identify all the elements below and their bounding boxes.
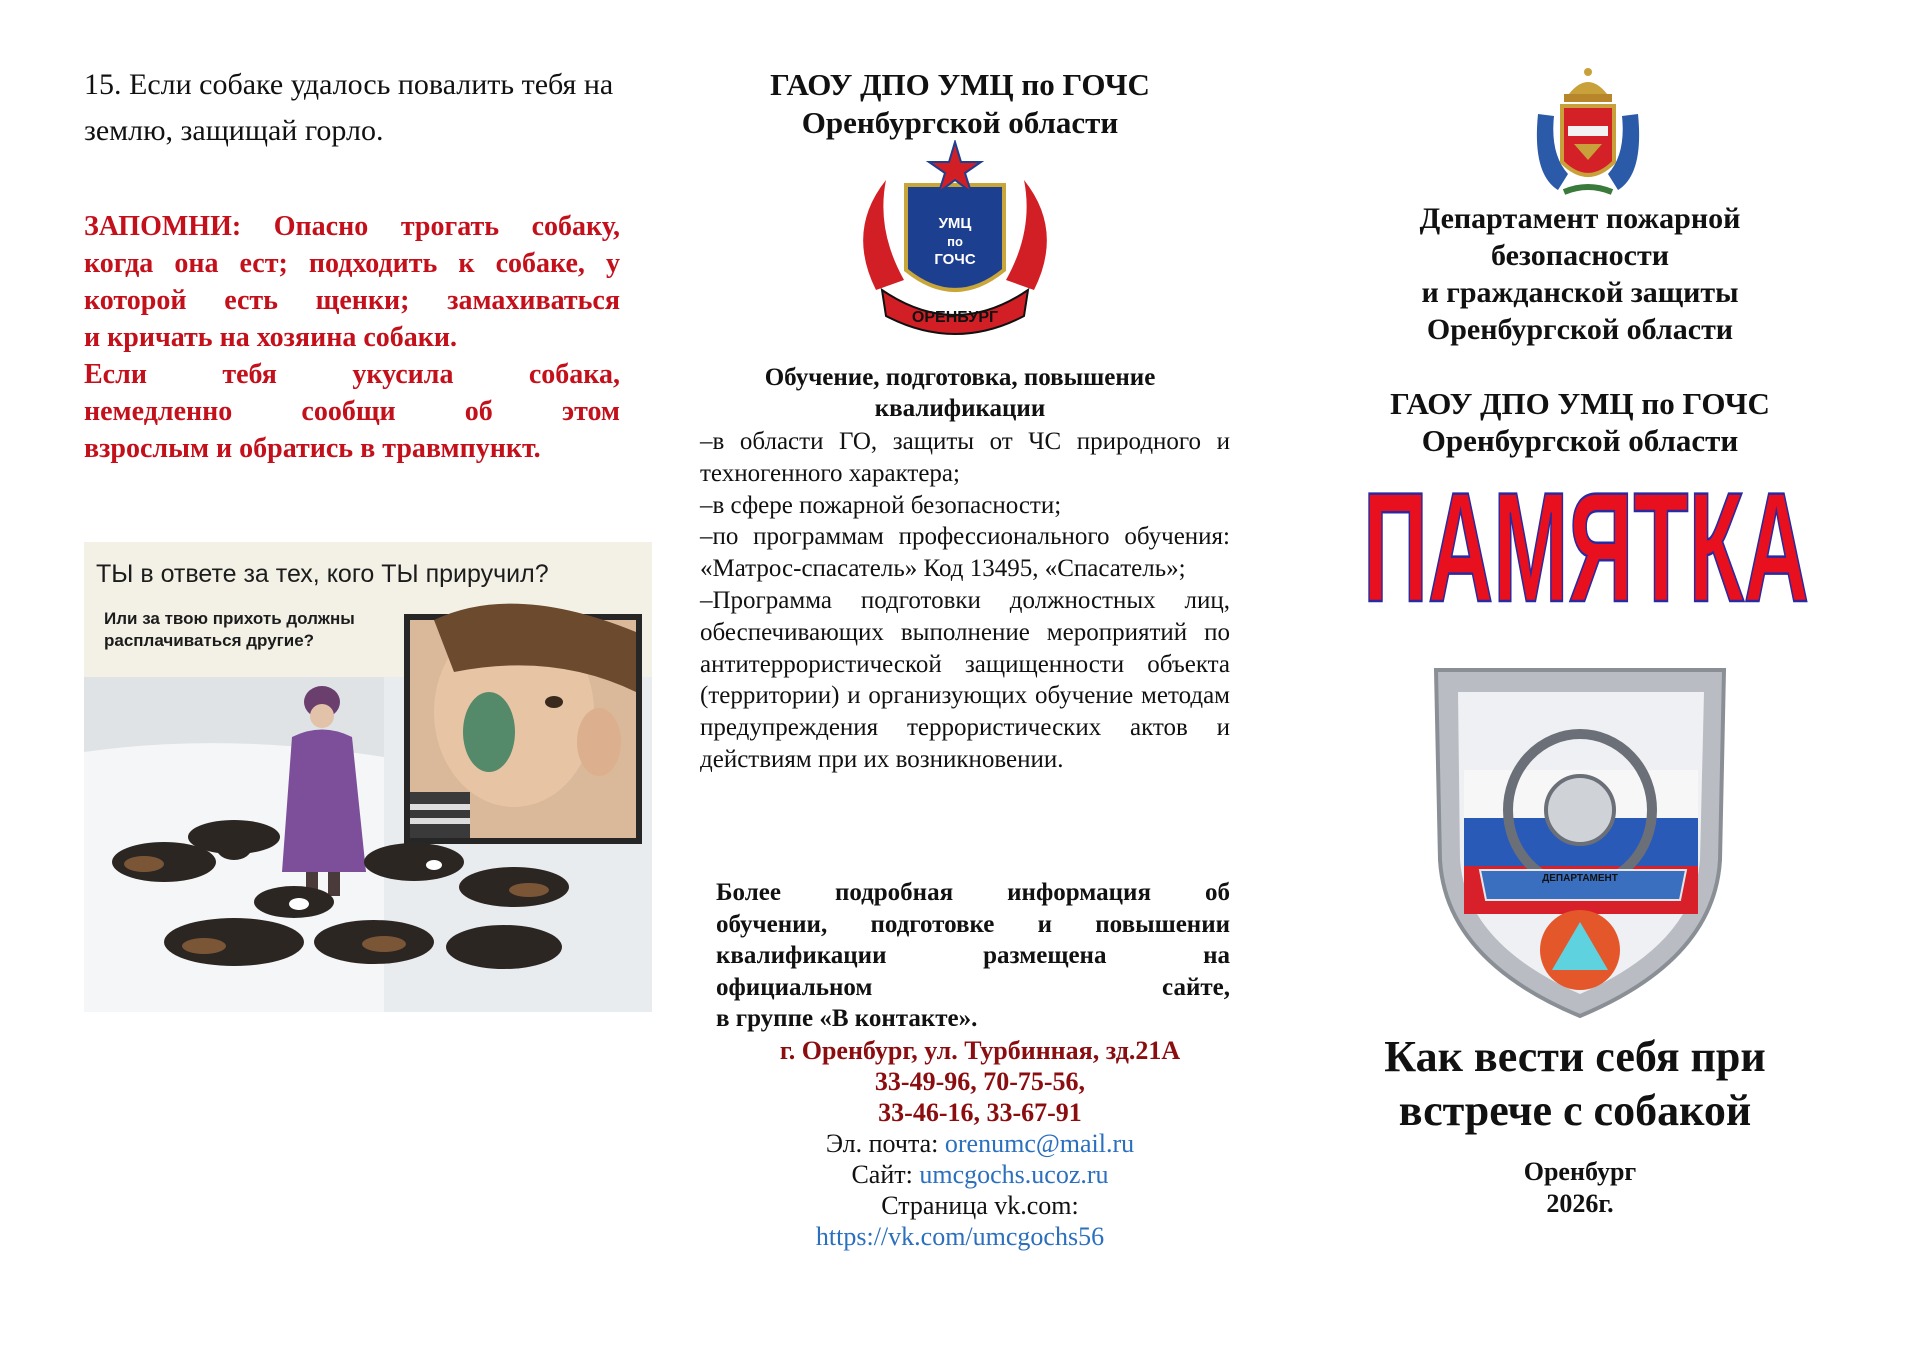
org-line: ГАОУ ДПО УМЦ по ГОЧС: [770, 67, 1150, 102]
training-title: Обучение, подготовка, повышение квалификации: [764, 364, 1156, 422]
stray-dogs-photo: [84, 542, 652, 1012]
more-info-line: квалификации размещена на: [716, 942, 1230, 969]
dept-line: Департамент пожарной: [1419, 202, 1741, 235]
leaflet-title: [1340, 1030, 1810, 1138]
org-line: ГАОУ ДПО УМЦ по ГОЧС: [1390, 386, 1770, 421]
remember-line: когда она ест; подходить к собаке, у: [84, 248, 620, 279]
contacts-block: [700, 1035, 1260, 1252]
title-line: Как вести себя при: [1384, 1032, 1766, 1081]
photo-caption-main: ТЫ в ответе за тех, кого ТЫ приручил?: [96, 560, 549, 588]
pamyatka-text: ПАМЯТКА: [1363, 475, 1809, 615]
training-item: –в области ГО, защиты от ЧС природного и техногенного характера;: [700, 428, 1230, 487]
umc-logo-graphic: [846, 140, 1064, 340]
photo-illustration: [84, 542, 652, 1012]
training-list: [700, 426, 1230, 776]
dept-line: безопасности: [1490, 239, 1670, 272]
shield-ribbon-text: ДЕПАРТАМЕНТ: [1542, 873, 1618, 884]
remember-line: немедленно сообщи об этом: [84, 396, 620, 427]
photo-caption-sub: расплачиваться другие?: [104, 631, 315, 650]
more-info-line: в группе «В контакте».: [716, 1005, 978, 1032]
phones: 33-46-16, 33-67-91: [878, 1098, 1082, 1127]
logo-text: по: [947, 234, 963, 249]
department-name: [1360, 200, 1800, 348]
org-line: Оренбургской области: [801, 105, 1119, 140]
more-info-line: официальном сайте,: [716, 973, 1230, 1001]
more-info-line: Более подробная информация об: [716, 879, 1230, 906]
email-link[interactable]: orenumc@mail.ru: [944, 1129, 1135, 1158]
logo-text: ГОЧС: [934, 251, 976, 268]
remember-line: взрослым и обратись в травмпункт.: [84, 433, 541, 464]
remember-line: ЗАПОМНИ: Опасно трогать собаку,: [84, 211, 620, 242]
more-info: [716, 877, 1230, 1035]
remember-line: которой есть щенки; замахиваться: [84, 285, 620, 316]
shield-graphic: [1424, 660, 1742, 1024]
site-row: [700, 1159, 1260, 1190]
email-row: [700, 1128, 1260, 1159]
city-name: Оренбург: [1523, 1157, 1637, 1186]
city-year: [1460, 1156, 1700, 1220]
photo-caption-sub: Или за твою прихоть должны: [104, 609, 355, 628]
item-15-text: 15. Если собаке удалось повалить тебя на землю, защищай горло.: [84, 68, 614, 147]
site-label: Сайт:: [851, 1160, 920, 1189]
coat-of-arms-graphic: [1528, 64, 1648, 198]
logo-ribbon-text: ОРЕНБУРГ: [911, 309, 999, 326]
umc-logo: [846, 140, 1064, 340]
more-info-line: обучении, подготовке и повышении: [716, 910, 1230, 938]
training-item: –по программам профессионального обучения: «Матрос-спасатель» Код 13495, «Спасатель»;: [700, 523, 1230, 583]
middle-org-name: [700, 66, 1220, 142]
logo-text: УМЦ: [938, 215, 972, 232]
remember-line: и кричать на хозяина собаки.: [84, 322, 458, 353]
year: 2026г.: [1546, 1189, 1614, 1218]
dept-line: Оренбургской области: [1426, 313, 1734, 346]
phones: 33-49-96, 70-75-56,: [874, 1067, 1086, 1096]
title-line: встрече с собакой: [1398, 1086, 1752, 1135]
org-line: Оренбургской области: [1421, 423, 1739, 458]
vk-label: Страница vk.com:: [881, 1191, 1079, 1220]
pamyatka-heading: [1356, 475, 1816, 615]
right-org-name: [1360, 385, 1800, 459]
dept-line: и гражданской защиты: [1421, 276, 1739, 309]
site-link[interactable]: umcgochs.ucoz.ru: [919, 1160, 1109, 1189]
department-shield-emblem: [1424, 660, 1742, 1024]
email-label: Эл. почта:: [825, 1129, 945, 1158]
training-item: –в сфере пожарной безопасности;: [700, 491, 1062, 519]
vk-link[interactable]: https://vk.com/umcgochs56: [815, 1222, 1105, 1251]
address: г. Оренбург, ул. Турбинная, зд.21А: [779, 1036, 1181, 1065]
remember-line: Если тебя укусила собака,: [84, 359, 620, 390]
remember-warning: [84, 208, 620, 467]
pamyatka-graphic: [1356, 475, 1816, 615]
coat-of-arms-emblem: [1528, 64, 1648, 198]
training-item: –Программа подготовки должностных лиц, обеспечивающих выполнение мероприятий по антитеррористической защищенности объекта (территории) и организующих обучение методам предупреждения террористических актов и действиям при их возникновении.: [700, 586, 1230, 773]
